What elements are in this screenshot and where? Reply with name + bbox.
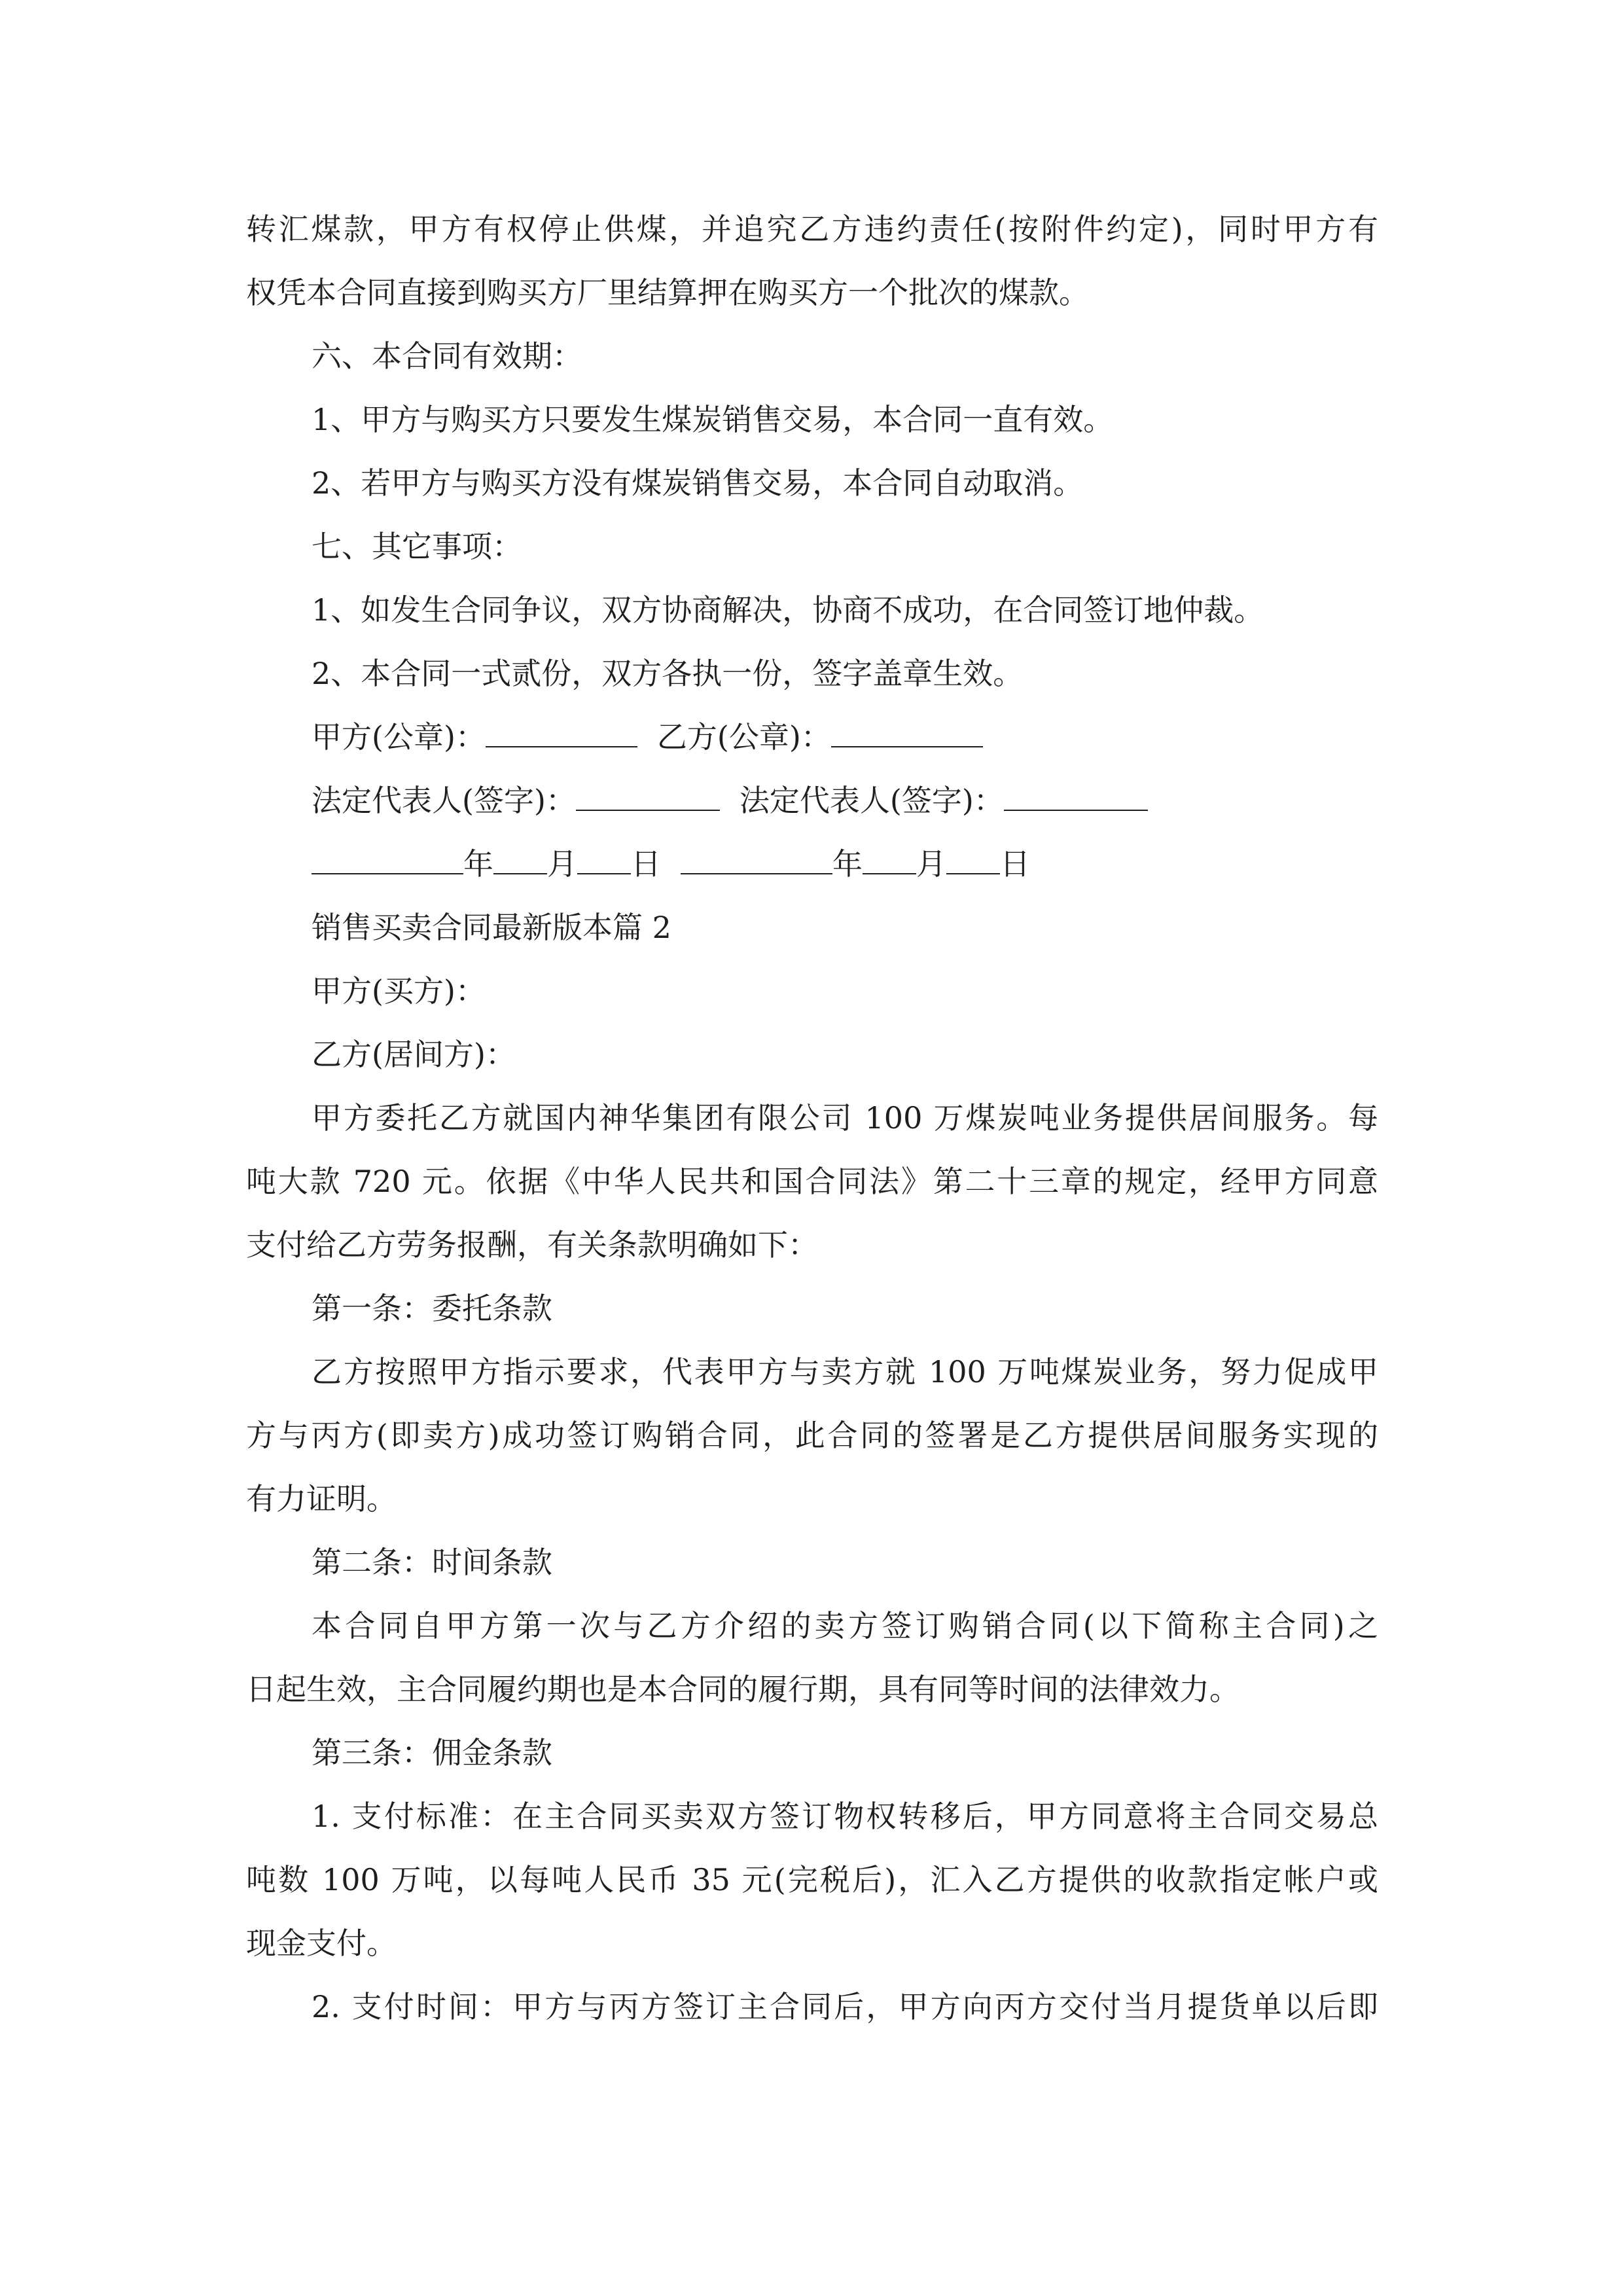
clause-item: 2、若甲方与购买方没有煤炭销售交易，本合同自动取消。 [312, 465, 1084, 501]
paragraph-line: 日起生效，主合同履约期也是本合同的履行期，具有同等时间的法律效力。 [246, 1672, 1240, 1707]
year-label: 年 [832, 846, 863, 882]
paragraph-line: 转汇煤款，甲方有权停止供煤，并追究乙方违约责任(按附件约定)，同时甲方有 [246, 211, 1378, 247]
party-a-rep-label: 法定代表人(签字)： [312, 783, 576, 818]
day-label: 日 [631, 846, 661, 882]
section-heading: 六、本合同有效期： [312, 338, 582, 374]
paragraph-line: 方与丙方(即卖方)成功签订购销合同，此合同的签署是乙方提供居间服务实现的 [246, 1418, 1378, 1453]
party-b-label: 乙方(居间方)： [312, 1037, 516, 1072]
day-blank [946, 847, 1000, 874]
year-blank [681, 847, 832, 874]
article-heading: 第三条：佣金条款 [312, 1735, 552, 1770]
section-heading: 七、其它事项： [312, 529, 522, 564]
paragraph-line: 权凭本合同直接到购买方厂里结算押在购买方一个批次的煤款。 [246, 275, 1089, 310]
paragraph-line: 现金支付。 [246, 1926, 397, 1961]
month-blank [863, 847, 916, 874]
clause-item: 1、如发生合同争议，双方协商解决，协商不成功，在合同签订地仲裁。 [312, 592, 1264, 628]
clause-item: 2、本合同一式贰份，双方各执一份，签字盖章生效。 [312, 656, 1024, 691]
paragraph-line: 1. 支付标准：在主合同买卖双方签订物权转移后，甲方同意将主合同交易总 [312, 1799, 1378, 1834]
signature-representative-row [312, 781, 1378, 820]
document-subtitle: 销售买卖合同最新版本篇 2 [312, 910, 671, 945]
party-b-seal-label: 乙方(公章)： [656, 719, 831, 755]
signature-seal-row [312, 717, 1378, 757]
paragraph-line: 吨数 100 万吨，以每吨人民币 35 元(完税后)，汇入乙方提供的收款指定帐户或 [246, 1862, 1378, 1897]
party-b-seal-blank [831, 720, 983, 747]
party-a-seal-label: 甲方(公章)： [312, 719, 486, 755]
year-blank [312, 847, 463, 874]
month-label: 月 [547, 846, 577, 882]
party-b-rep-blank [1004, 783, 1148, 811]
day-blank [577, 847, 631, 874]
year-label: 年 [463, 846, 493, 882]
article-heading: 第一条：委托条款 [312, 1291, 552, 1326]
clause-item: 1、甲方与购买方只要发生煤炭销售交易，本合同一直有效。 [312, 402, 1114, 437]
month-label: 月 [916, 846, 946, 882]
article-heading: 第二条：时间条款 [312, 1545, 552, 1580]
party-a-seal-blank [486, 720, 637, 747]
paragraph-line: 2. 支付时间：甲方与丙方签订主合同后，甲方向丙方交付当月提货单以后即 [312, 1989, 1378, 2024]
paragraph-line: 乙方按照甲方指示要求，代表甲方与卖方就 100 万吨煤炭业务，努力促成甲 [312, 1354, 1378, 1390]
signature-date-row [312, 844, 1378, 884]
party-a-rep-blank [576, 783, 720, 811]
day-label: 日 [1000, 846, 1030, 882]
paragraph-line: 本合同自甲方第一次与乙方介绍的卖方签订购销合同(以下简称主合同)之 [312, 1608, 1378, 1643]
paragraph-line: 支付给乙方劳务报酬，有关条款明确如下： [246, 1227, 818, 1263]
party-b-rep-label: 法定代表人(签字)： [739, 783, 1004, 818]
paragraph-line: 甲方委托乙方就国内神华集团有限公司 100 万煤炭吨业务提供居间服务。每 [312, 1100, 1378, 1136]
paragraph-line: 吨大款 720 元。依据《中华人民共和国合同法》第二十三章的规定，经甲方同意 [246, 1164, 1378, 1199]
party-a-label: 甲方(买方)： [312, 973, 486, 1009]
month-blank [493, 847, 547, 874]
paragraph-line: 有力证明。 [246, 1481, 397, 1516]
